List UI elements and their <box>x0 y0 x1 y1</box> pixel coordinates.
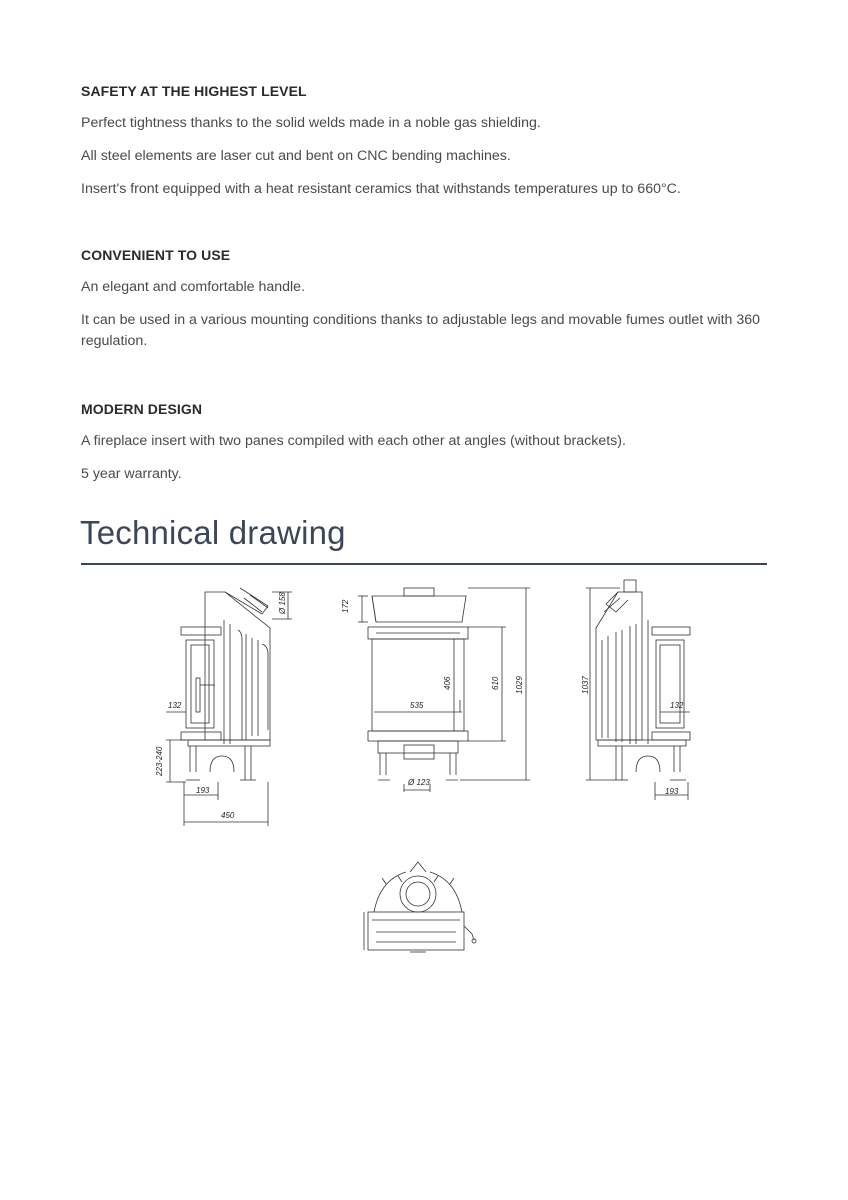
paragraph: 5 year warranty. <box>81 466 182 482</box>
dim-label: 223-240 <box>155 746 164 776</box>
section-title: SAFETY AT THE HIGHEST LEVEL <box>81 83 307 99</box>
dim-label: 610 <box>491 676 500 690</box>
dim-label: 1037 <box>581 676 590 694</box>
paragraph: An elegant and comfortable handle. <box>81 279 306 295</box>
dim-label: 450 <box>221 811 235 820</box>
dim-label: 193 <box>196 786 210 795</box>
dimension-labels <box>155 592 684 820</box>
dim-label: 132 <box>670 701 684 710</box>
dim-label: Ø 158 <box>278 592 287 614</box>
dim-label: 172 <box>341 599 350 613</box>
paragraph: It can be used in a various mounting conditions thanks to adjustable legs and movable fumes outlet with 360 regulation. <box>81 312 761 349</box>
dim-label: 132 <box>168 701 182 710</box>
dim-label: 193 <box>665 787 679 796</box>
top-view <box>364 862 476 952</box>
section-title: CONVENIENT TO USE <box>81 247 231 263</box>
right-side-view <box>586 580 690 800</box>
paragraph: A fireplace insert with two panes compiled with each other at angles (without brackets). <box>81 433 626 449</box>
paragraph: Perfect tightness thanks to the solid welds made in a noble gas shielding. <box>81 115 541 131</box>
dim-label: 406 <box>443 676 452 690</box>
paragraph: All steel elements are laser cut and bent on CNC bending machines. <box>81 148 511 164</box>
dim-label: 1029 <box>515 676 524 694</box>
section-title: MODERN DESIGN <box>81 401 203 417</box>
dim-label: Ø 123 <box>408 778 430 787</box>
dim-label: 535 <box>410 701 424 710</box>
left-side-view <box>166 588 292 826</box>
technical-drawing-heading: Technical drawing <box>80 514 346 551</box>
paragraph: Insert's front equipped with a heat resistant ceramics that withstands temperatures up to 660°C. <box>81 181 681 197</box>
